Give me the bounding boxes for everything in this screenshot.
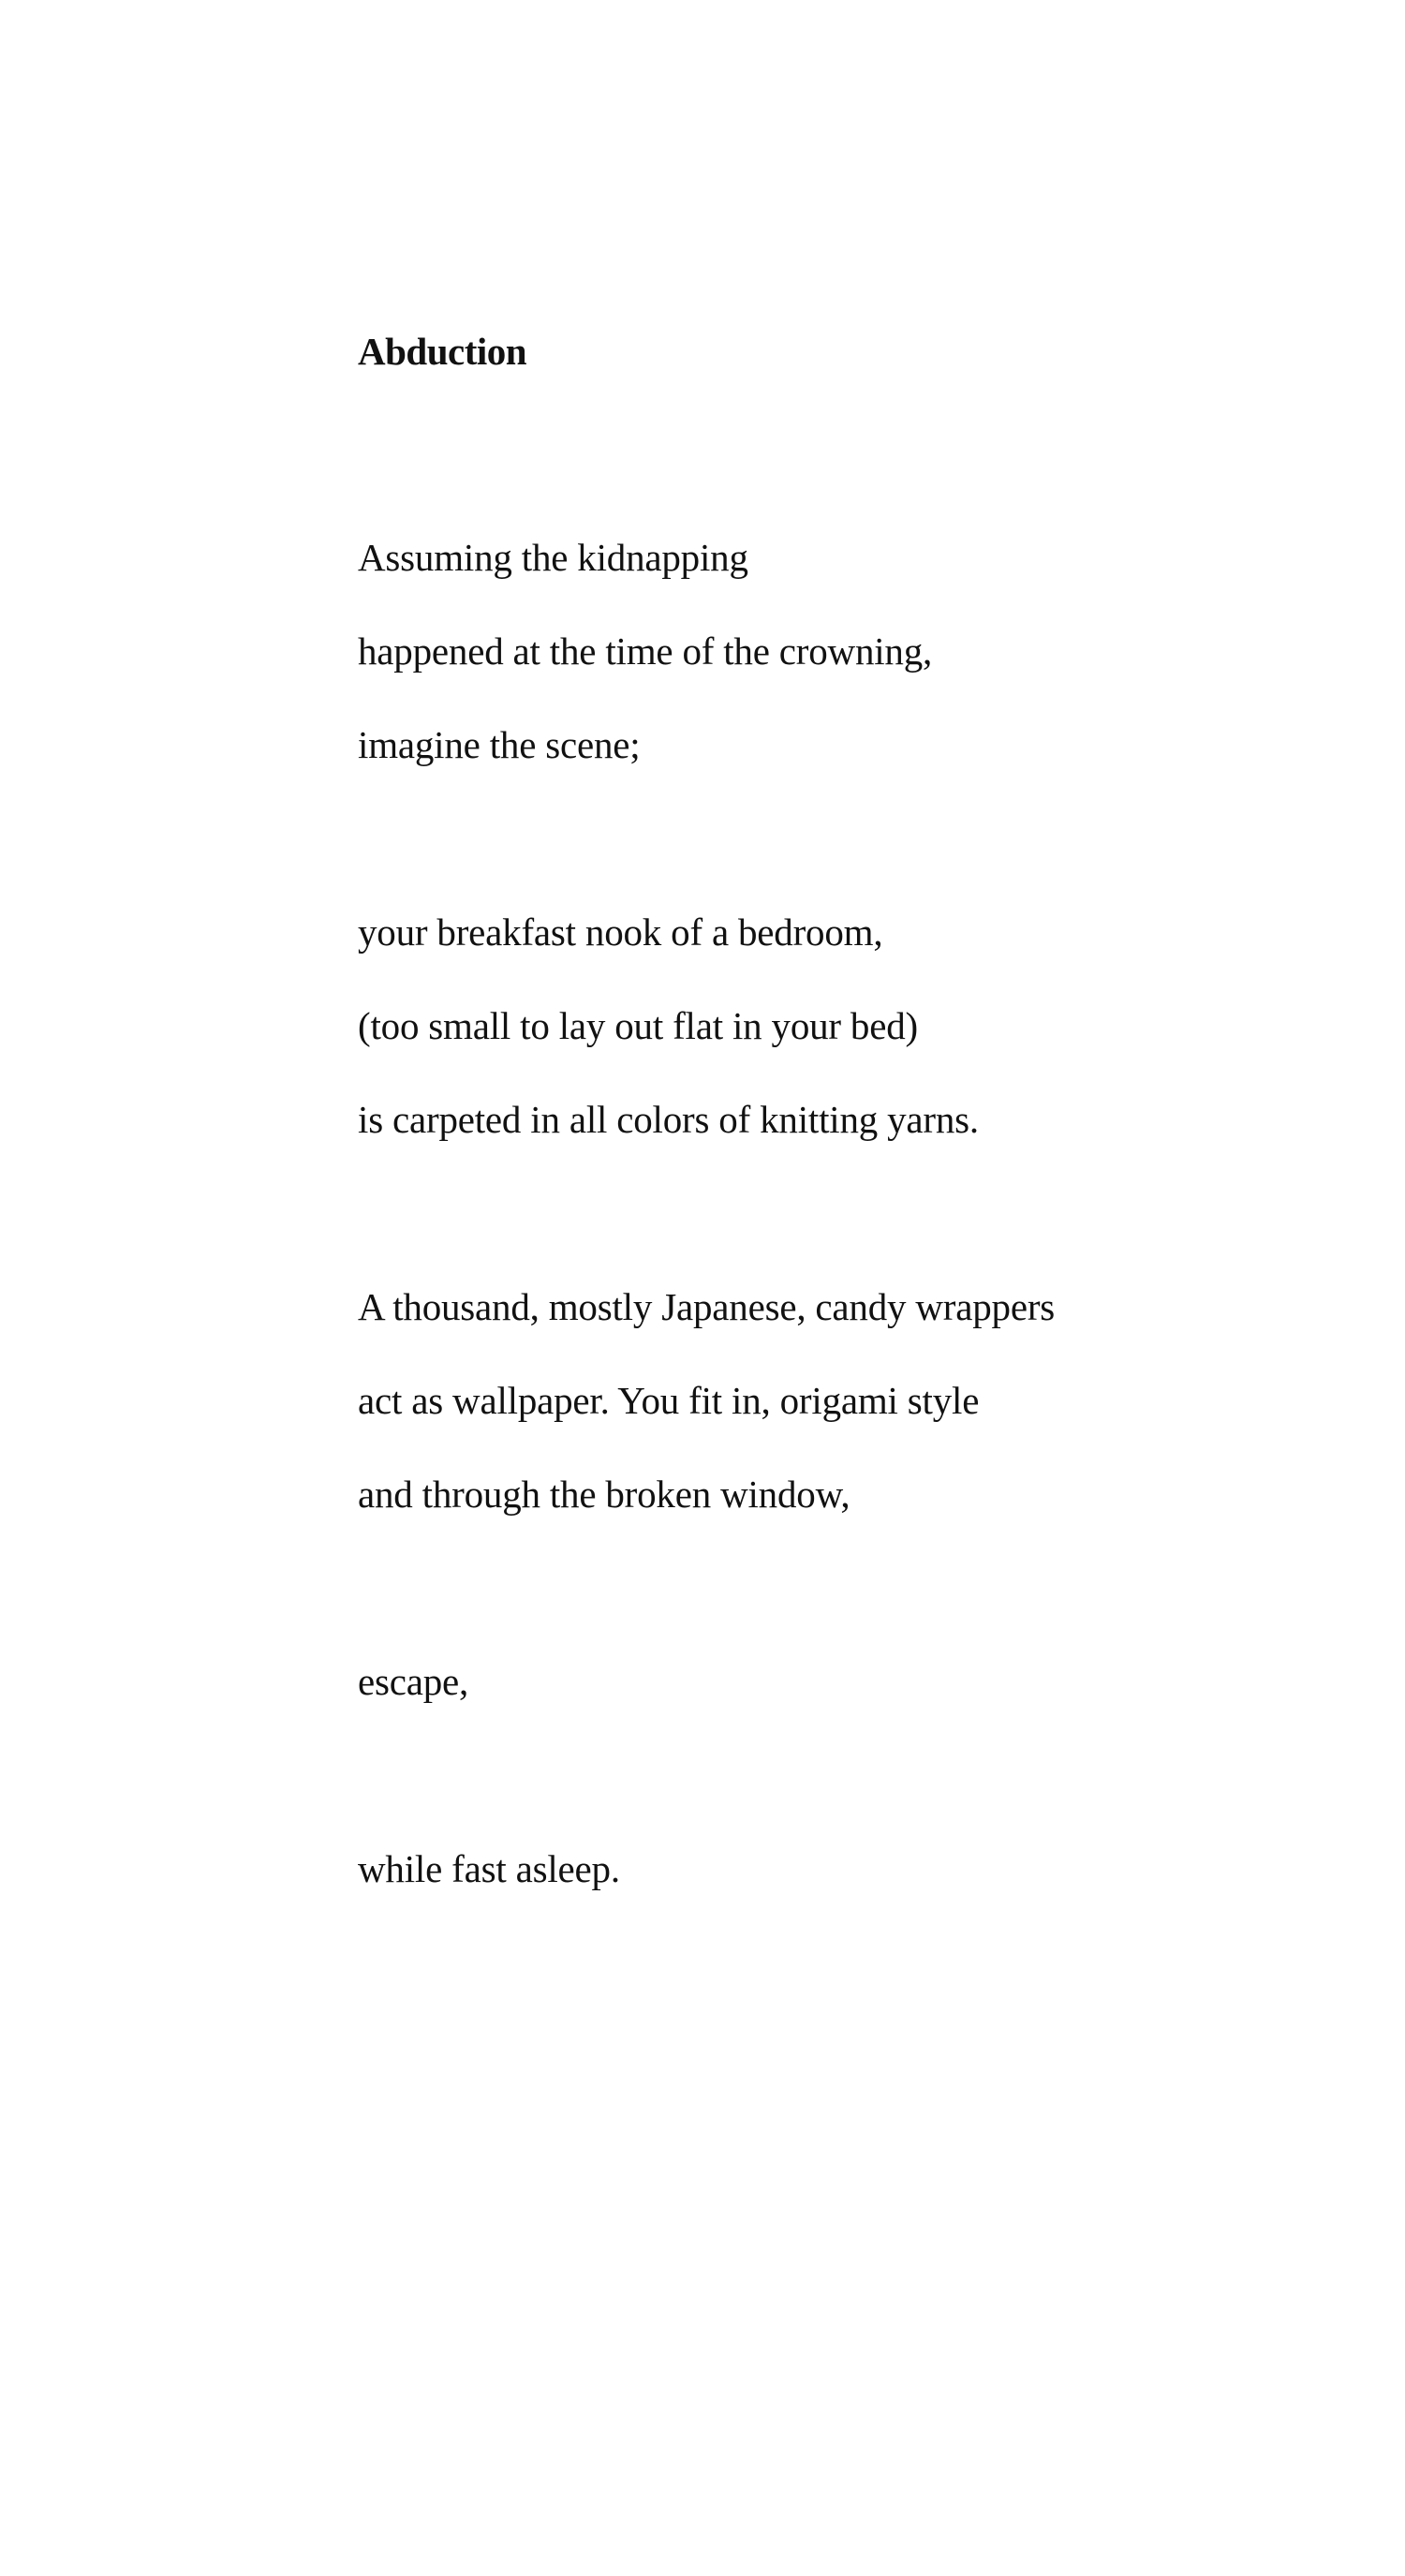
poem-line: (too small to lay out flat in your bed) <box>358 1004 918 1047</box>
poem-title: Abduction <box>358 330 527 373</box>
poem-line: act as wallpaper. You fit in, origami style <box>358 1379 980 1422</box>
poem-line: Assuming the kidnapping <box>358 536 748 579</box>
poem-line: your breakfast nook of a bedroom, <box>358 910 883 954</box>
poem <box>358 323 1294 1916</box>
stanza-spacer <box>358 1166 1294 1260</box>
poem-line: escape, <box>358 1660 469 1703</box>
stanza-2 <box>358 885 1294 1166</box>
poem-line: while fast asleep. <box>358 1847 620 1890</box>
stanza-spacer <box>358 1541 1294 1635</box>
stanza-3 <box>358 1260 1294 1541</box>
poem-line: is carpeted in all colors of knitting yarns. <box>358 1098 979 1141</box>
stanza-4 <box>358 1635 1294 1728</box>
stanza-spacer <box>358 792 1294 885</box>
stanza-5 <box>358 1822 1294 1916</box>
stanza-1 <box>358 511 1294 792</box>
title-spacer <box>358 379 1294 511</box>
poem-line: imagine the scene; <box>358 723 641 766</box>
poem-line: happened at the time of the crowning, <box>358 629 933 673</box>
stanza-spacer <box>358 1728 1294 1822</box>
poem-line: and through the broken window, <box>358 1473 850 1516</box>
poem-line: A thousand, mostly Japanese, candy wrappers <box>358 1285 1056 1328</box>
